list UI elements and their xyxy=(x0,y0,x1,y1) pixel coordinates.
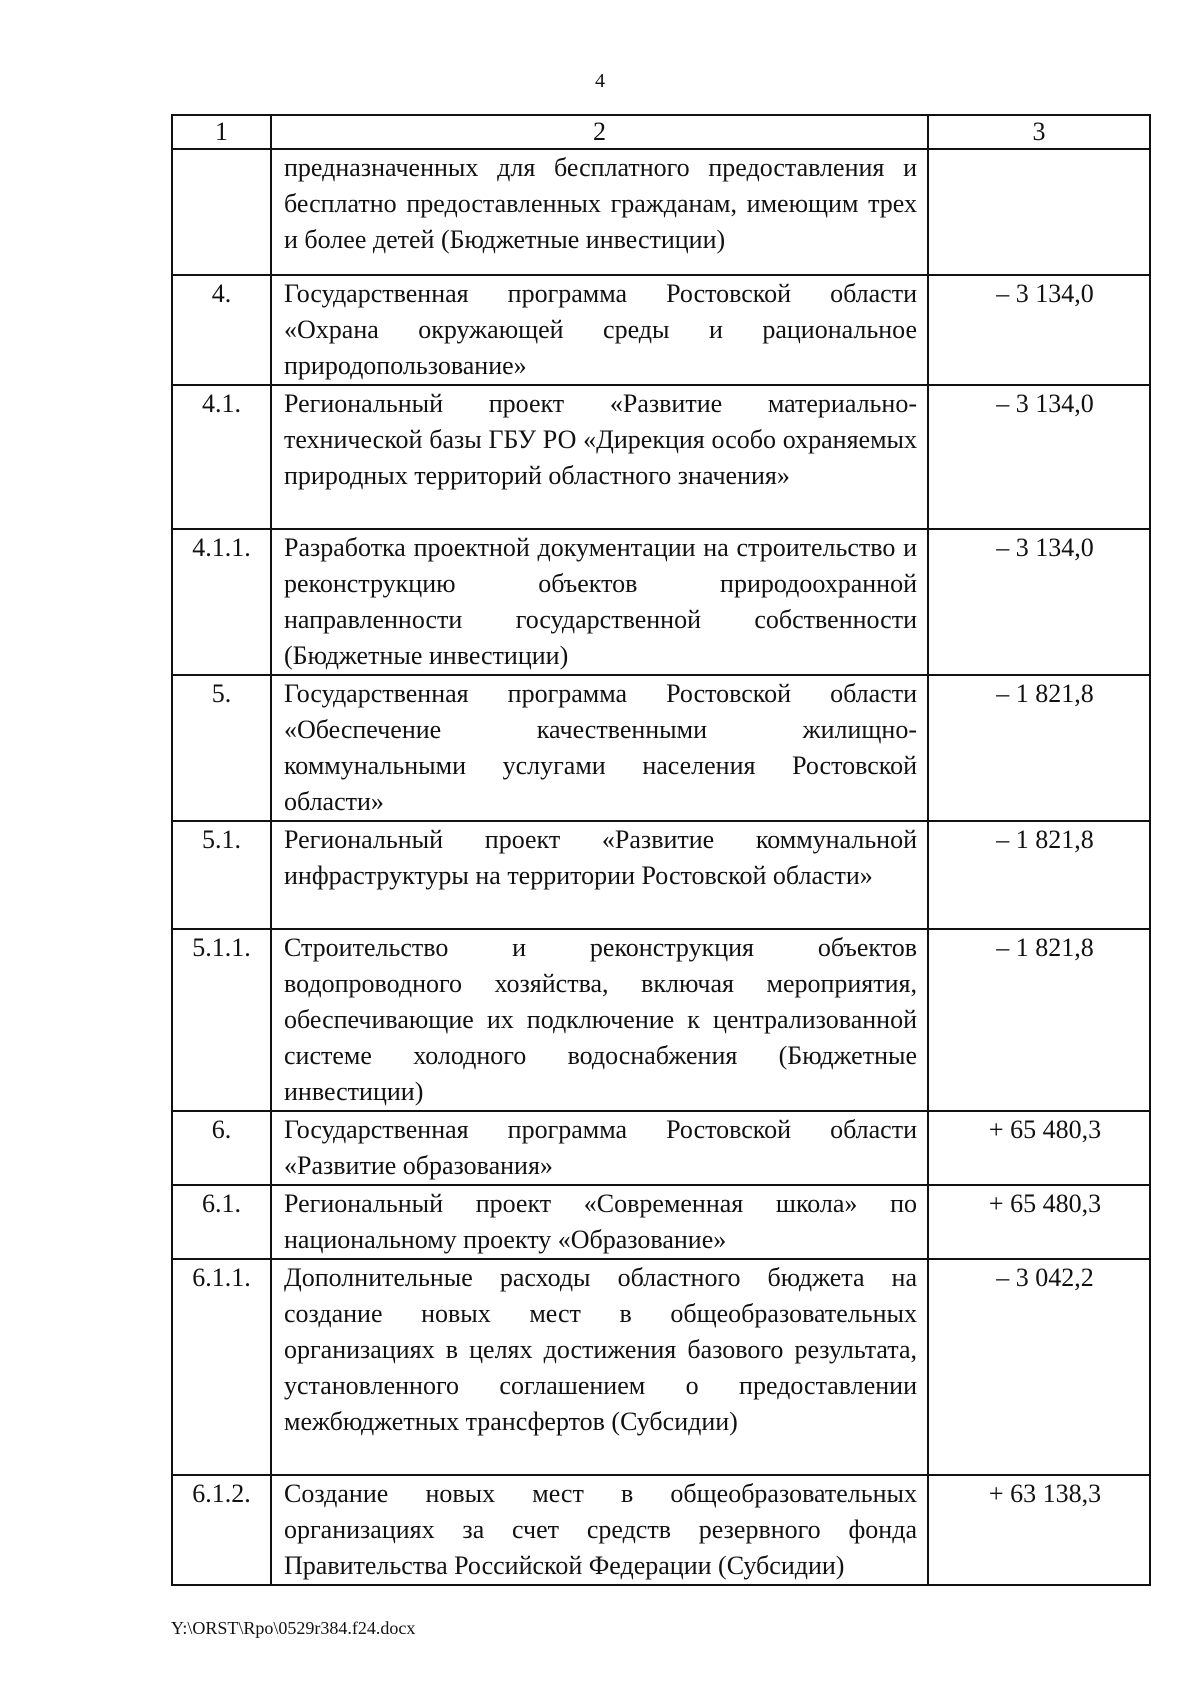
row-description: Региональный проект «Развитие коммунальной инфраструктуры на территории Ростовской области» xyxy=(271,821,928,929)
row-description: Разработка проектной документации на строительство и реконструкцию объектов природоохранной направленности государственной собственности (Бюджетные инвестиции) xyxy=(271,529,928,675)
row-number: 4.1.1. xyxy=(172,529,271,675)
row-number: 6.1.2. xyxy=(172,1475,271,1585)
row-amount: – 1 821,8 xyxy=(928,929,1150,1111)
row-number xyxy=(172,149,271,275)
row-amount: – 3 134,0 xyxy=(928,275,1150,385)
row-description: Создание новых мест в общеобразовательных организациях за счет средств резервного фонда Правительства Российской Федерации (Субсидии) xyxy=(271,1475,928,1585)
row-amount: + 65 480,3 xyxy=(928,1185,1150,1259)
table-row xyxy=(172,1475,1150,1585)
row-number: 5.1.1. xyxy=(172,929,271,1111)
row-description: Региональный проект «Современная школа» по национальному проекту «Образование» xyxy=(271,1185,928,1259)
table-row xyxy=(172,1111,1150,1185)
row-amount: – 3 134,0 xyxy=(928,385,1150,529)
row-amount xyxy=(928,149,1150,275)
column-header-2: 2 xyxy=(271,115,928,149)
row-amount: – 3 042,2 xyxy=(928,1259,1150,1475)
row-number: 6.1.1. xyxy=(172,1259,271,1475)
row-description: Государственная программа Ростовской области «Обеспечение качественными жилищно-коммунальными услугами населения Ростовской области» xyxy=(271,675,928,821)
budget-table xyxy=(171,114,1151,1586)
table-row xyxy=(172,1185,1150,1259)
table-row xyxy=(172,149,1150,275)
row-amount: – 1 821,8 xyxy=(928,821,1150,929)
table-row xyxy=(172,821,1150,929)
row-number: 5. xyxy=(172,675,271,821)
table-row xyxy=(172,275,1150,385)
table-row xyxy=(172,1259,1150,1475)
row-amount: + 63 138,3 xyxy=(928,1475,1150,1585)
row-description: предназначенных для бесплатного предоставления и бесплатно предоставленных гражданам, имеющим трех и более детей (Бюджетные инвестиции) xyxy=(271,149,928,275)
table-row xyxy=(172,385,1150,529)
row-description: Строительство и реконструкция объектов водопроводного хозяйства, включая мероприятия, обеспечивающие их подключение к централизованной системе холодного водоснабжения (Бюджетные инвестиции) xyxy=(271,929,928,1111)
row-description: Государственная программа Ростовской области «Охрана окружающей среды и рациональное природопользование» xyxy=(271,275,928,385)
row-amount: – 3 134,0 xyxy=(928,529,1150,675)
page-number: 4 xyxy=(595,70,605,92)
row-number: 6. xyxy=(172,1111,271,1185)
column-header-3: 3 xyxy=(928,115,1150,149)
footer-file-path: Y:\ORST\Rpo\0529r384.f24.docx xyxy=(171,1618,416,1638)
row-number: 5.1. xyxy=(172,821,271,929)
row-number: 6.1. xyxy=(172,1185,271,1259)
row-description: Государственная программа Ростовской области «Развитие образования» xyxy=(271,1111,928,1185)
table-row xyxy=(172,529,1150,675)
row-description: Дополнительные расходы областного бюджета на создание новых мест в общеобразовательных организациях в целях достижения базового результата, установленного соглашением о предоставлении межбюджетных трансфертов (Субсидии) xyxy=(271,1259,928,1475)
column-header-1: 1 xyxy=(172,115,271,149)
row-amount: + 65 480,3 xyxy=(928,1111,1150,1185)
row-number: 4.1. xyxy=(172,385,271,529)
table-row xyxy=(172,929,1150,1111)
row-amount: – 1 821,8 xyxy=(928,675,1150,821)
table-row xyxy=(172,675,1150,821)
table-header-row xyxy=(172,115,1150,149)
row-number: 4. xyxy=(172,275,271,385)
row-description: Региональный проект «Развитие материально-технической базы ГБУ РО «Дирекция особо охраняемых природных территорий областного значения» xyxy=(271,385,928,529)
